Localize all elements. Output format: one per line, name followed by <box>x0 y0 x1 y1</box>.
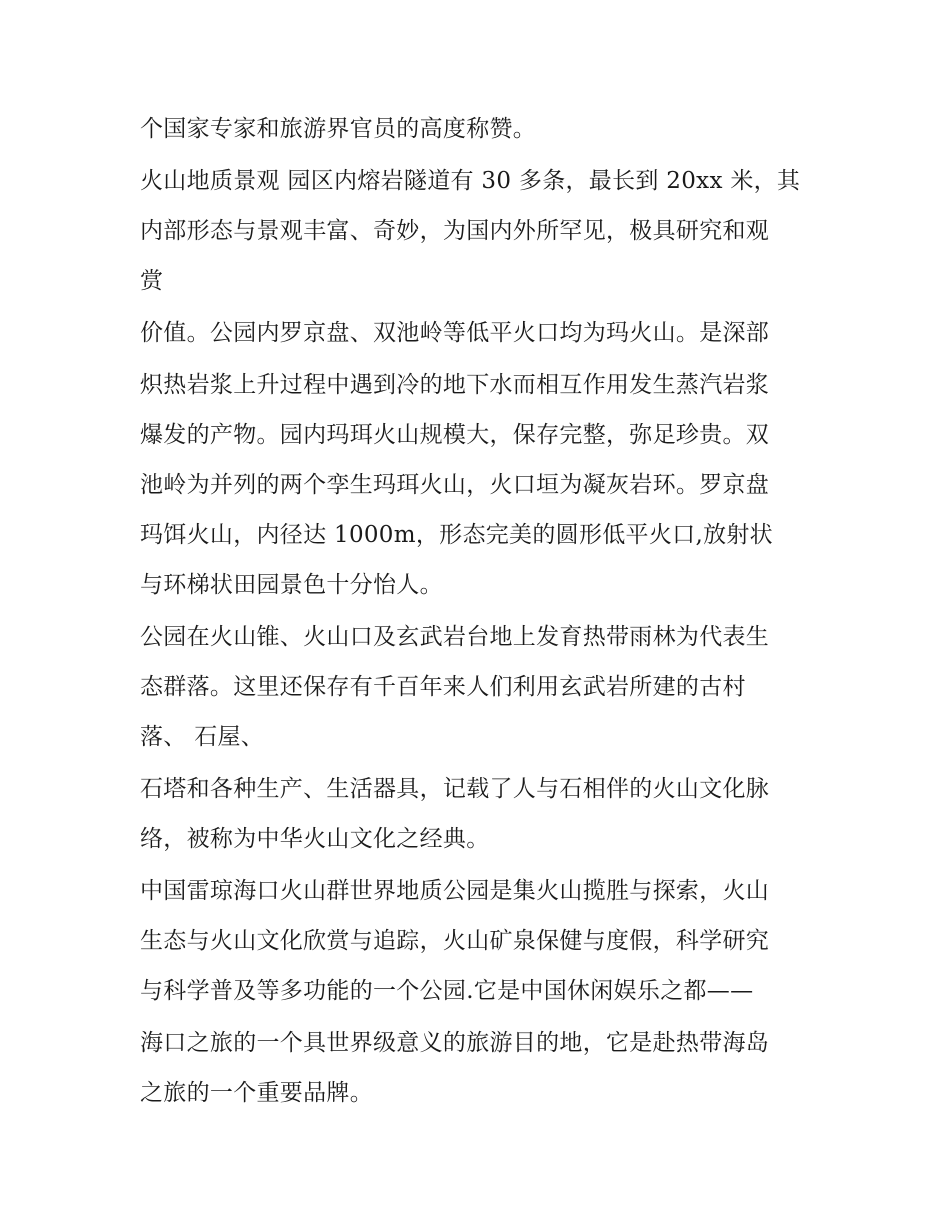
text-line: 公园在火山锥、火山口及玄武岩台地上发育热带雨林为代表生 <box>140 624 770 650</box>
text-line: 内部形态与景观丰富、奇妙，为国内外所罕见，极具研究和观 <box>140 218 770 244</box>
text-line: 池岭为并列的两个孪生玛珥火山，火口垣为凝灰岩环。罗京盘 <box>140 472 770 498</box>
text-line: 中国雷琼海口火山群世界地质公园是集火山揽胜与探索，火山 <box>140 878 770 904</box>
text-line: 与科学普及等多功能的一个公园.它是中国休闲娱乐之都—— <box>140 978 754 1004</box>
text-line: 个国家专家和旅游界官员的高度称赞。 <box>140 116 537 142</box>
text-line: 与环梯状田园景色十分怡人。 <box>140 572 443 598</box>
text-line: 玛饵火山，内径达 1000m，形态完美的圆形低平火口,放射状 <box>140 522 773 548</box>
text-line: 价值。公园内罗京盘、双池岭等低平火口均为玛火山。是深部 <box>140 320 770 346</box>
text-line: 赏 <box>140 268 164 294</box>
text-line: 之旅的一个重要品牌。 <box>140 1080 373 1106</box>
text-line: 态群落。这里还保存有千百年来人们利用玄武岩所建的古村 <box>140 674 746 700</box>
text-line: 火山地质景观 园区内熔岩隧道有 30 多条，最长到 20xx 米，其 <box>140 168 801 194</box>
text-line: 络，被称为中华火山文化之经典。 <box>140 826 490 852</box>
text-line: 海口之旅的一个具世界级意义的旅游目的地，它是赴热带海岛 <box>140 1030 770 1056</box>
text-line: 落、 石屋、 <box>140 724 265 750</box>
text-line: 石塔和各种生产、生活器具，记载了人与石相伴的火山文化脉 <box>140 776 770 802</box>
text-line: 爆发的产物。园内玛珥火山规模大，保存完整，弥足珍贵。双 <box>140 422 770 448</box>
text-line: 生态与火山文化欣赏与追踪，火山矿泉保健与度假，科学研究 <box>140 928 770 954</box>
text-line: 炽热岩浆上升过程中遇到冷的地下水而相互作用发生蒸汽岩浆 <box>140 372 770 398</box>
